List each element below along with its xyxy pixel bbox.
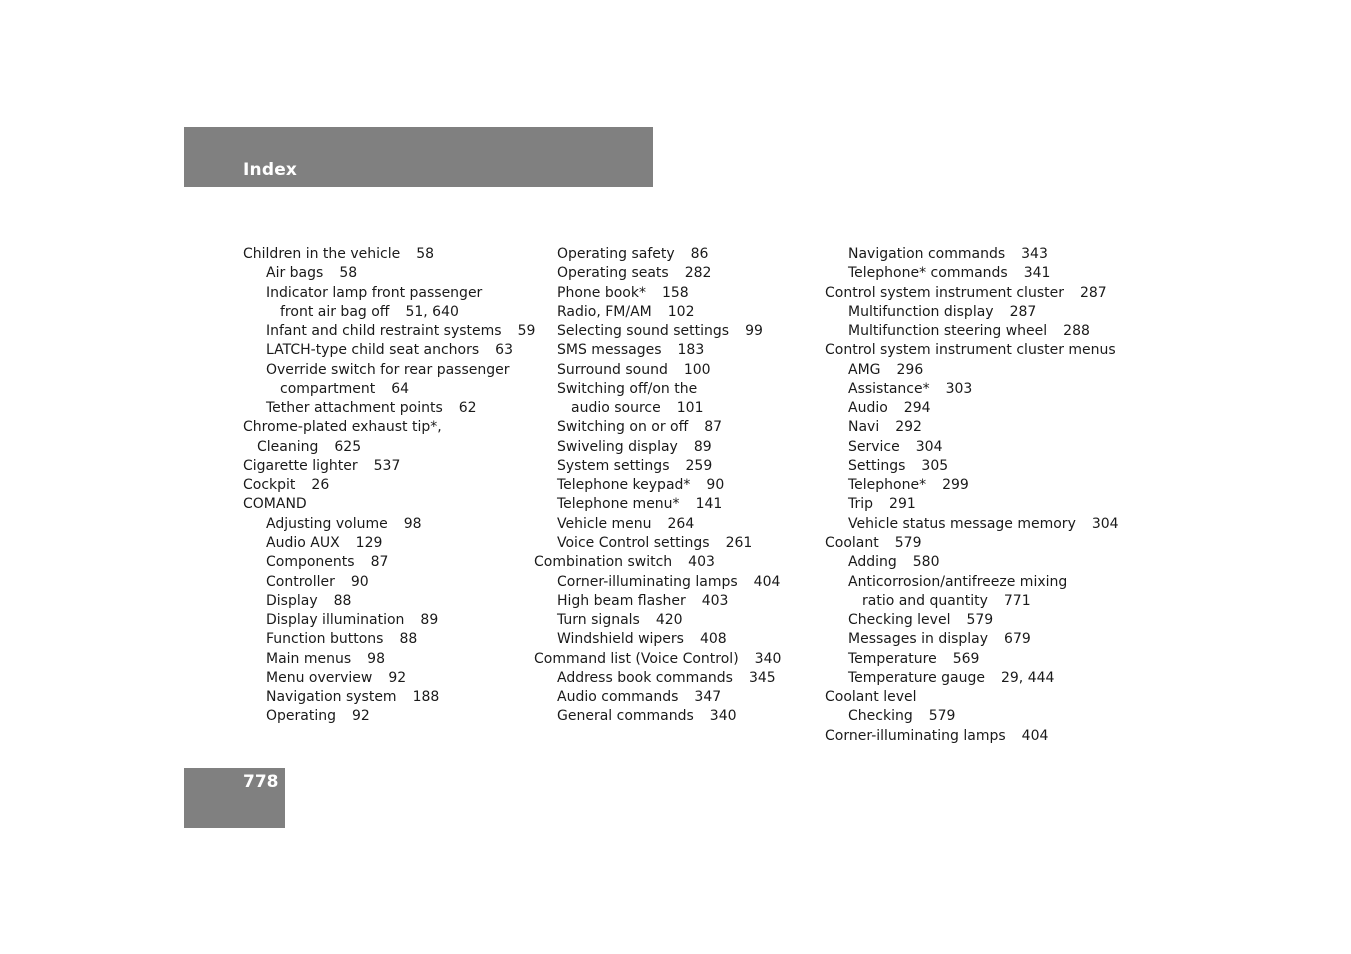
index-entry-page-ref[interactable]: 89	[693, 438, 712, 455]
index-entry-page-ref[interactable]: 282	[684, 265, 712, 282]
index-entry	[534, 380, 834, 399]
index-entry	[534, 284, 834, 303]
index-entry-page-ref[interactable]: 102	[667, 303, 695, 320]
index-entry-text: Trip	[848, 496, 874, 513]
index-entry	[534, 303, 834, 322]
index-entry-text: Control system instrument cluster	[825, 284, 1064, 301]
index-entry	[534, 399, 834, 418]
index-entry	[243, 592, 543, 611]
index-entry	[243, 707, 543, 726]
index-column-1	[243, 245, 543, 727]
index-entry	[534, 264, 834, 283]
index-entry-text: Vehicle status message memory	[848, 515, 1076, 532]
index-entry-text: Checking	[848, 708, 913, 725]
index-entry-text: LATCH-type child seat anchors	[266, 342, 480, 359]
index-entry	[825, 688, 1125, 707]
index-entry	[825, 245, 1125, 264]
index-entry-text: Navigation system	[266, 689, 397, 706]
index-entry	[243, 245, 543, 264]
index-entry	[534, 650, 834, 669]
index-entry-text: Menu overview	[266, 669, 373, 686]
index-entry-text: Swiveling display	[557, 438, 678, 455]
index-entry-text: Cigarette lighter	[243, 457, 358, 474]
index-entry-text: Display illumination	[266, 612, 405, 629]
index-entry-page-ref[interactable]: 158	[661, 284, 689, 301]
index-entry-text: Function buttons	[266, 631, 384, 648]
index-entry	[534, 418, 834, 437]
index-entry-text: Corner-illuminating lamps	[557, 573, 738, 590]
index-entry-text: front air bag off	[280, 303, 390, 320]
index-entry-text: Children in the vehicle	[243, 246, 401, 262]
index-entry-page-ref[interactable]: 296	[896, 361, 924, 378]
index-entry-page-ref[interactable]: 403	[688, 554, 715, 571]
index-entry-text: Multifunction display	[848, 303, 994, 320]
index-entry-text: AMG	[848, 361, 881, 378]
index-entry-page-ref[interactable]: 89	[420, 612, 439, 629]
index-entry-text: Switching on or off	[557, 419, 689, 436]
index-entry-page-ref[interactable]: 569	[952, 650, 980, 667]
index-entry	[243, 669, 543, 688]
index-entry	[243, 303, 543, 322]
index-entry-text: Cleaning	[257, 438, 319, 455]
index-entry	[534, 361, 834, 380]
index-entry-page-ref[interactable]: 679	[1004, 631, 1031, 648]
index-entry-text: Cockpit	[243, 477, 296, 494]
index-entry	[534, 438, 834, 457]
index-entry-text: Service	[848, 438, 900, 455]
index-entry	[243, 553, 543, 572]
index-entry-text: Radio, FM/AM	[557, 303, 652, 320]
index-entry-page-ref[interactable]: 292	[895, 419, 922, 436]
index-entry-page-ref[interactable]: 288	[1063, 323, 1090, 340]
index-entry	[534, 476, 834, 495]
index-entry-page-ref[interactable]: 99	[745, 323, 763, 340]
index-entry-text: Control system instrument cluster menus	[825, 342, 1116, 359]
index-entry-text: Operating seats	[557, 265, 669, 282]
index-entry-page-ref[interactable]: 188	[412, 689, 440, 706]
index-entry-page-ref[interactable]: 51, 640	[405, 303, 459, 320]
index-entry-text: COMAND	[243, 496, 307, 513]
index-entry-text: Infant and child restraint systems	[266, 323, 502, 340]
index-entry-text: Phone book*	[557, 284, 646, 301]
index-entry-text: Anticorrosion/antifreeze mixing	[848, 573, 1068, 590]
index-entry-page-ref[interactable]: 291	[889, 496, 916, 513]
index-entry-page-ref[interactable]: 264	[667, 515, 695, 532]
index-entry-text: Temperature	[848, 650, 937, 667]
index-entry	[825, 438, 1125, 457]
index-entry	[243, 341, 543, 360]
index-entry-text: Operating	[266, 708, 336, 725]
section-title: Index	[243, 160, 298, 180]
index-entry-page-ref[interactable]: 58	[416, 246, 435, 262]
index-entry-text: Checking level	[848, 612, 951, 629]
index-entry-text: Multifunction steering wheel	[848, 323, 1048, 340]
index-entry	[534, 592, 834, 611]
page-number-tab	[184, 768, 285, 828]
page-number: 778	[243, 772, 279, 792]
index-entry	[534, 630, 834, 649]
index-entry-text: Telephone* commands	[848, 265, 1008, 282]
index-entry-page-ref[interactable]: 294	[903, 400, 931, 417]
index-entry-page-ref[interactable]: 90	[350, 573, 369, 590]
index-entry-page-ref[interactable]: 345	[748, 669, 776, 686]
index-entry	[243, 688, 543, 707]
index-entry	[825, 515, 1125, 534]
index-entry-page-ref[interactable]: 58	[339, 265, 358, 282]
index-entry	[534, 688, 834, 707]
index-entry-page-ref[interactable]: 259	[685, 457, 713, 474]
index-entry	[534, 457, 834, 476]
index-entry	[825, 418, 1125, 437]
index-entry-page-ref[interactable]: 62	[458, 400, 477, 417]
index-entry-page-ref[interactable]: 88	[333, 592, 352, 609]
index-entry-text: Adding	[848, 554, 897, 571]
index-entry-text: Messages in display	[848, 631, 989, 648]
index-entry-text: Telephone menu*	[557, 496, 680, 513]
index-entry	[825, 495, 1125, 514]
index-entry-text: Adjusting volume	[266, 515, 388, 532]
index-entry-page-ref[interactable]: 304	[1091, 515, 1119, 532]
index-column-3	[825, 245, 1125, 746]
index-entry	[825, 650, 1125, 669]
index-entry-text: Components	[266, 554, 355, 571]
index-entry	[825, 553, 1125, 572]
index-entry-text: Telephone*	[848, 477, 927, 494]
index-entry-page-ref[interactable]: 404	[753, 573, 781, 590]
index-entry-page-ref[interactable]: 347	[694, 689, 722, 706]
index-column-2	[534, 245, 834, 727]
index-entry-page-ref[interactable]: 420	[655, 612, 683, 629]
index-entry-page-ref[interactable]: 261	[725, 534, 753, 551]
index-entry	[243, 418, 543, 437]
index-entry	[825, 341, 1125, 360]
index-entry	[534, 341, 834, 360]
index-entry-page-ref[interactable]: 304	[915, 438, 943, 455]
index-entry	[243, 361, 543, 380]
index-entry	[825, 284, 1125, 303]
index-entry-page-ref[interactable]: 341	[1023, 265, 1051, 282]
index-entry-page-ref[interactable]: 579	[894, 534, 922, 551]
index-entry-page-ref[interactable]: 579	[966, 612, 994, 629]
index-entry-page-ref[interactable]: 579	[928, 708, 956, 725]
index-entry	[243, 284, 543, 303]
index-entry-page-ref[interactable]: 92	[388, 669, 407, 686]
index-entry-text: Surround sound	[557, 361, 668, 378]
index-entry	[825, 361, 1125, 380]
index-entry	[534, 515, 834, 534]
index-entry-text: Chrome-plated exhaust tip*,	[243, 419, 442, 436]
index-entry-text: Audio commands	[557, 689, 679, 706]
index-entry-text: Navi	[848, 419, 880, 436]
index-entry	[825, 457, 1125, 476]
index-entry-text: System settings	[557, 457, 670, 474]
index-entry	[243, 630, 543, 649]
index-entry	[534, 534, 834, 553]
index-entry-page-ref[interactable]: 129	[355, 534, 383, 551]
index-entry	[825, 476, 1125, 495]
index-entry-page-ref[interactable]: 580	[912, 554, 940, 571]
index-entry-text: Audio AUX	[266, 534, 340, 551]
index-entry-page-ref[interactable]: 87	[370, 554, 389, 571]
index-entry-text: audio source	[571, 400, 661, 417]
index-entry-text: Switching off/on the	[557, 380, 698, 397]
index-entry	[825, 669, 1125, 688]
index-entry	[825, 630, 1125, 649]
index-entry-text: Main menus	[266, 650, 352, 667]
index-entry-text: Windshield wipers	[557, 631, 684, 648]
index-entry-text: Coolant	[825, 534, 879, 551]
index-entry-text: Address book commands	[557, 669, 733, 686]
index-entry	[243, 611, 543, 630]
index-entry-text: Corner-illuminating lamps	[825, 727, 1006, 744]
index-entry-page-ref[interactable]: 92	[352, 708, 370, 725]
index-entry-page-ref[interactable]: 100	[683, 361, 711, 378]
index-entry-text: Controller	[266, 573, 335, 590]
index-entry	[825, 727, 1125, 746]
index-entry-page-ref[interactable]: 303	[945, 380, 973, 397]
index-entry-page-ref[interactable]: 26	[311, 477, 330, 494]
index-entry-page-ref[interactable]: 88	[399, 631, 418, 648]
index-entry-page-ref[interactable]: 343	[1021, 246, 1048, 262]
index-entry-text: Indicator lamp front passenger	[266, 284, 483, 301]
index-entry-text: Telephone keypad*	[557, 477, 691, 494]
index-entry	[243, 476, 543, 495]
index-entry-text: Combination switch	[534, 554, 673, 571]
index-entry	[534, 669, 834, 688]
index-entry-text: Display	[266, 592, 318, 609]
index-entry-page-ref[interactable]: 299	[942, 477, 969, 494]
index-entry	[825, 573, 1125, 592]
index-entry-text: Override switch for rear passenger	[266, 361, 510, 378]
index-entry	[825, 303, 1125, 322]
index-entry-text: Turn signals	[557, 612, 640, 629]
index-entry-page-ref[interactable]: 63	[495, 342, 513, 359]
index-entry	[243, 380, 543, 399]
index-entry-text: High beam flasher	[557, 592, 686, 609]
index-entry	[243, 534, 543, 553]
index-entry-text: Audio	[848, 400, 888, 417]
index-entry	[243, 515, 543, 534]
index-entry	[243, 457, 543, 476]
index-entry-page-ref[interactable]: 403	[701, 592, 729, 609]
index-entry	[243, 650, 543, 669]
index-entry	[534, 553, 834, 572]
index-entry-text: Temperature gauge	[848, 669, 985, 686]
index-entry	[825, 611, 1125, 630]
index-entry-page-ref[interactable]: 537	[373, 457, 401, 474]
index-entry	[825, 322, 1125, 341]
index-entry	[243, 322, 543, 341]
index-entry	[825, 592, 1125, 611]
index-entry-page-ref[interactable]: 87	[704, 419, 723, 436]
index-entry	[825, 264, 1125, 283]
index-entry	[243, 573, 543, 592]
index-entry-text: Assistance*	[848, 380, 930, 397]
index-entry-page-ref[interactable]: 287	[1009, 303, 1037, 320]
index-entry-page-ref[interactable]: 59	[517, 323, 536, 340]
index-entry-text: SMS messages	[557, 342, 662, 359]
index-entry	[534, 322, 834, 341]
index-entry-page-ref[interactable]: 408	[699, 631, 727, 648]
index-entry-text: General commands	[557, 708, 694, 725]
index-entry	[825, 399, 1125, 418]
index-entry-page-ref[interactable]: 29, 444	[1000, 669, 1055, 686]
index-entry-text: ratio and quantity	[862, 592, 988, 609]
index-entry-text: Settings	[848, 457, 906, 474]
index-entry-page-ref[interactable]: 305	[921, 457, 949, 474]
index-entry-text: Selecting sound settings	[557, 323, 730, 340]
index-entry	[534, 707, 834, 726]
index-entry-page-ref[interactable]: 86	[690, 246, 709, 262]
index-entry	[825, 380, 1125, 399]
index-entry-page-ref[interactable]: 90	[706, 477, 725, 494]
index-entry-page-ref[interactable]: 287	[1079, 284, 1107, 301]
index-entry-page-ref[interactable]: 98	[403, 515, 422, 532]
index-entry-page-ref[interactable]: 404	[1021, 727, 1049, 744]
index-entry-page-ref[interactable]: 141	[695, 496, 723, 513]
index-entry-text: Vehicle menu	[557, 515, 652, 532]
index-entry-text: Command list (Voice Control)	[534, 650, 739, 667]
index-entry-text: Voice Control settings	[557, 534, 710, 551]
index-entry	[825, 707, 1125, 726]
index-entry-page-ref[interactable]: 183	[677, 342, 705, 359]
index-entry-text: Air bags	[266, 265, 324, 282]
index-entry-page-ref[interactable]: 101	[676, 400, 704, 417]
index-entry	[534, 611, 834, 630]
index-entry	[825, 534, 1125, 553]
index-entry	[243, 399, 543, 418]
index-entry-text: Navigation commands	[848, 246, 1006, 262]
index-entry-text: Tether attachment points	[266, 400, 443, 417]
index-entry-page-ref[interactable]: 340	[754, 650, 782, 667]
index-entry-text: compartment	[280, 380, 376, 397]
section-header-bar	[184, 127, 653, 187]
index-entry	[243, 495, 543, 514]
index-entry	[243, 264, 543, 283]
index-entry-page-ref[interactable]: 340	[709, 708, 737, 725]
index-entry	[534, 495, 834, 514]
index-entry-text: Coolant level	[825, 689, 917, 706]
index-entry-page-ref[interactable]: 771	[1003, 592, 1031, 609]
index-entry-page-ref[interactable]: 98	[367, 650, 385, 667]
index-entry-page-ref[interactable]: 625	[334, 438, 362, 455]
index-entry-page-ref[interactable]: 64	[391, 380, 410, 397]
index-entry	[534, 245, 834, 264]
index-entry	[534, 573, 834, 592]
index-entry	[243, 438, 543, 457]
index-entry-text: Operating safety	[557, 246, 675, 262]
